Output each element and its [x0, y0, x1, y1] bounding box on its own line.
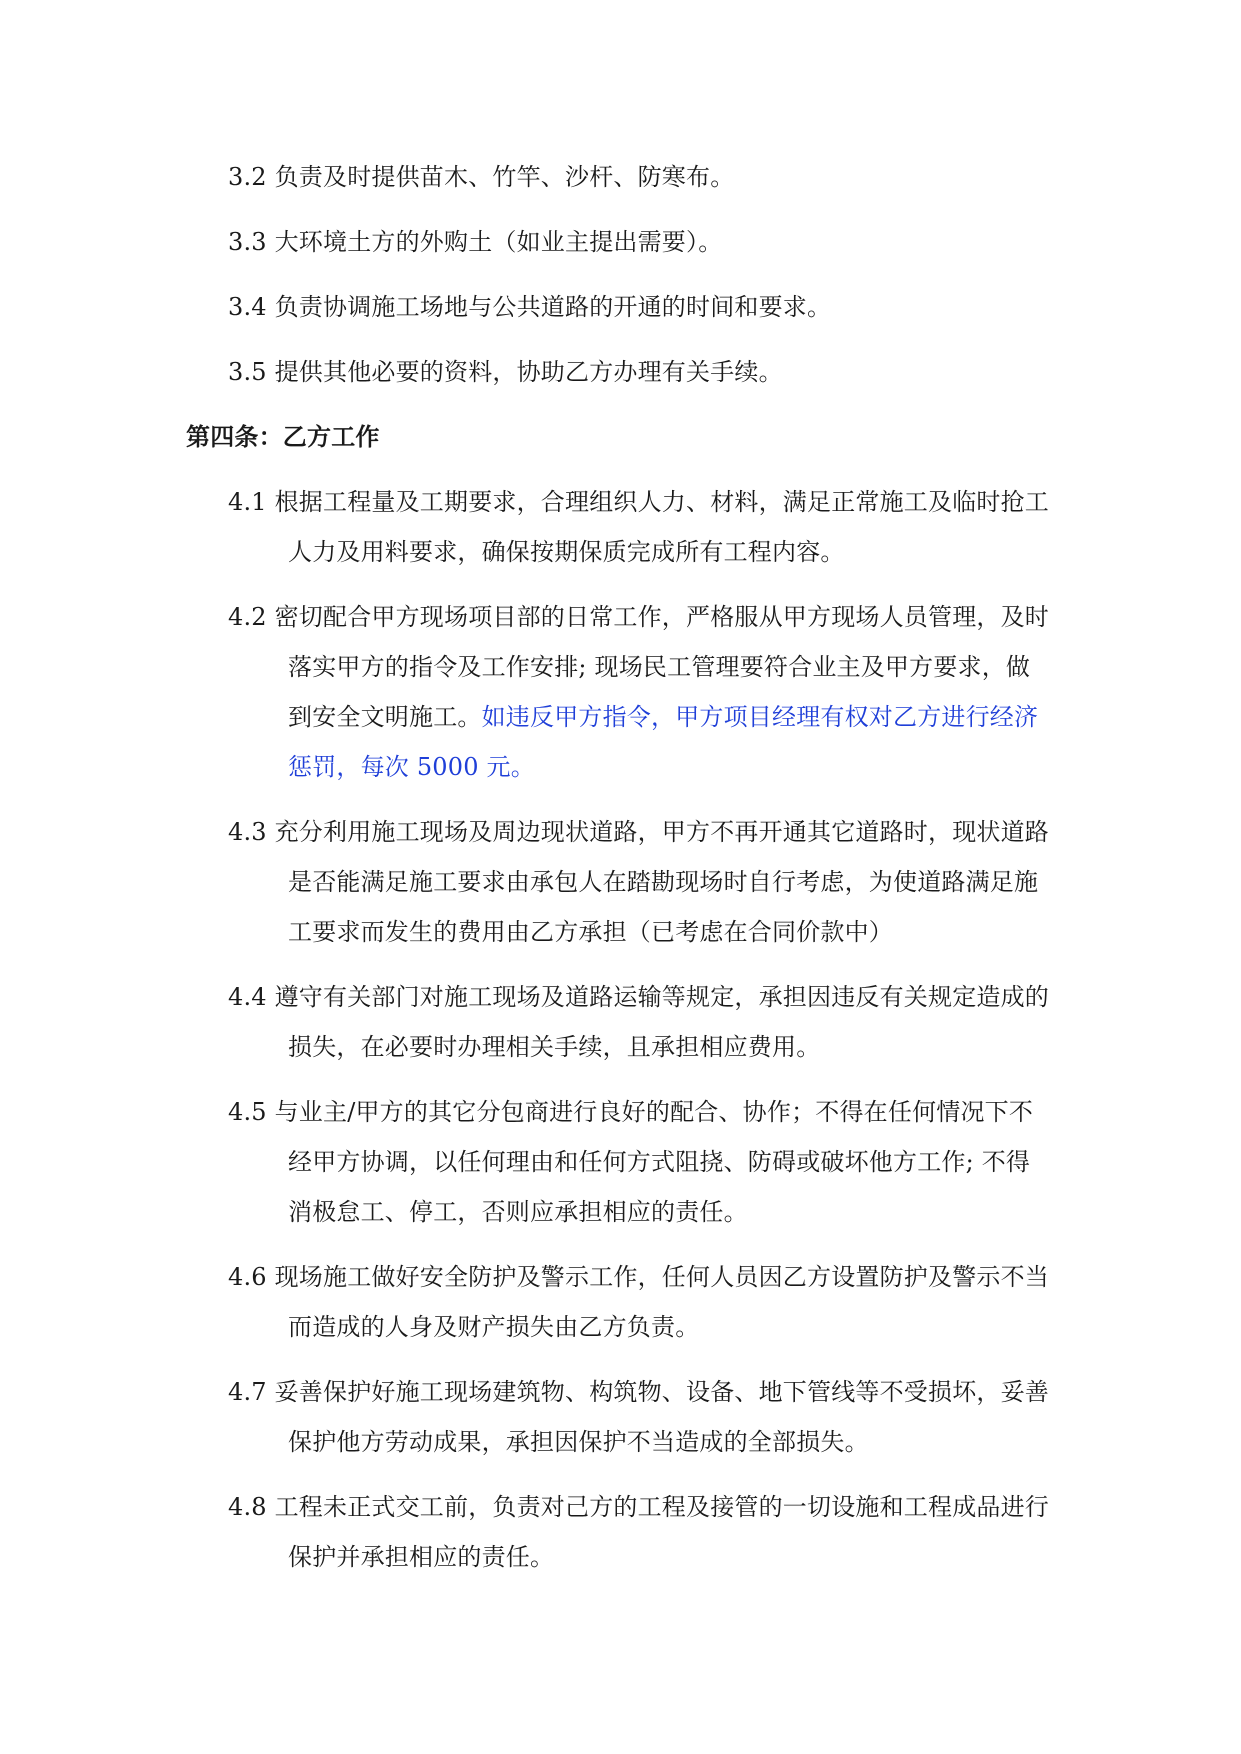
clause-4-2-line-3 [288, 700, 1038, 734]
clause-4-7-line-2: 保护他方劳动成果，承担因保护不当造成的全部损失。 [288, 1428, 869, 1456]
clause-4-5-line-3: 消极怠工、停工，否则应承担相应的责任。 [288, 1198, 748, 1226]
clause-3-4: 3.4 负责协调施工场地与公共道路的开通的时间和要求。 [228, 293, 832, 321]
clause-4-2-line-3-text: 到安全文明施工。 [288, 703, 482, 731]
clause-4-1-line-2: 人力及用料要求，确保按期保质完成所有工程内容。 [288, 538, 845, 566]
clause-4-1-line-1: 4.1 根据工程量及工期要求，合理组织人力、材料，满足正常施工及临时抢工 [228, 488, 1049, 516]
clause-4-6-line-2: 而造成的人身及财产损失由乙方负责。 [288, 1313, 700, 1341]
section-heading: 第四条：乙方工作 [186, 423, 380, 451]
clause-4-4-line-1: 4.4 遵守有关部门对施工现场及道路运输等规定，承担因违反有关规定造成的 [228, 983, 1049, 1011]
clause-4-3-line-2: 是否能满足施工要求由承包人在踏勘现场时自行考虑，为使道路满足施 [288, 868, 1039, 896]
clause-4-3-line-1: 4.3 充分利用施工现场及周边现状道路，甲方不再开通其它道路时，现状道路 [228, 818, 1049, 846]
clause-4-3-line-3: 工要求而发生的费用由乙方承担（已考虑在合同价款中） [288, 918, 893, 946]
clause-4-5-line-1: 4.5 与业主/甲方的其它分包商进行良好的配合、协作；不得在任何情况下不 [228, 1098, 1034, 1126]
clause-4-7-line-1: 4.7 妥善保护好施工现场建筑物、构筑物、设备、地下管线等不受损坏，妥善 [228, 1378, 1049, 1406]
clause-4-2-line-2: 落实甲方的指令及工作安排; 现场民工管理要符合业主及甲方要求，做 [288, 653, 1031, 681]
clause-4-8-line-1: 4.8 工程未正式交工前，负责对己方的工程及接管的一切设施和工程成品进行 [228, 1493, 1049, 1521]
clause-3-2: 3.2 负责及时提供苗木、竹竿、沙杆、防寒布。 [228, 163, 735, 191]
clause-4-5-line-2: 经甲方协调，以任何理由和任何方式阻挠、防碍或破坏他方工作; 不得 [288, 1148, 1031, 1176]
clause-3-5: 3.5 提供其他必要的资料，协助乙方办理有关手续。 [228, 358, 783, 386]
clause-4-2-line-1: 4.2 密切配合甲方现场项目部的日常工作，严格服从甲方现场人员管理，及时 [228, 603, 1049, 631]
clause-4-8-line-2: 保护并承担相应的责任。 [288, 1543, 555, 1571]
clause-4-4-line-2: 损失，在必要时办理相关手续，且承担相应费用。 [288, 1033, 821, 1061]
penalty-highlight-text: 如违反甲方指令，甲方项目经理有权对乙方进行经济 [481, 703, 1039, 731]
penalty-highlight-text-2: 惩罚，每次 5000 元。 [288, 753, 535, 781]
clause-4-6-line-1: 4.6 现场施工做好安全防护及警示工作，任何人员因乙方设置防护及警示不当 [228, 1263, 1049, 1291]
clause-3-3: 3.3 大环境土方的外购土（如业主提出需要）。 [228, 228, 723, 256]
